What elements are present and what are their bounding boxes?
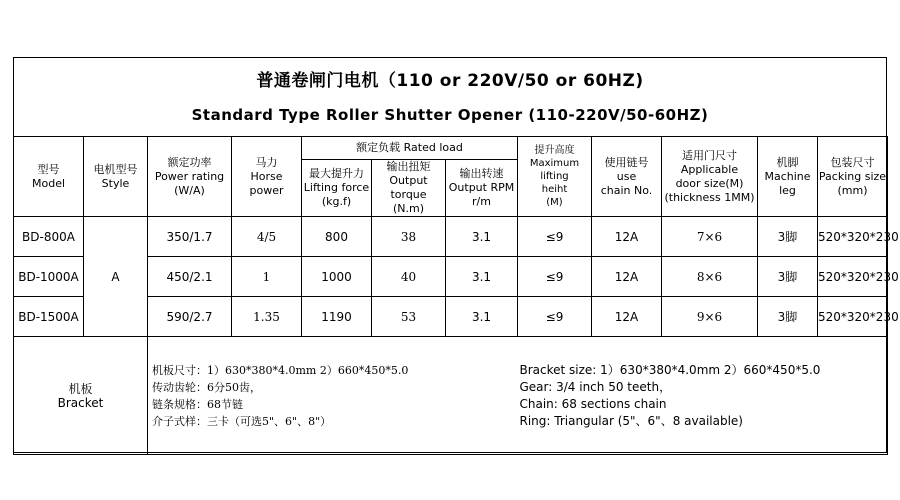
header-lifting-height: 提升高度 Maximum lifting heiht (M) [518, 137, 592, 217]
header-machine-leg: 机脚 Machine leg [758, 137, 818, 217]
cell-power: 590/2.7 [148, 297, 232, 337]
spec-table [13, 136, 899, 455]
cell-output-rpm: 3.1 [446, 217, 518, 257]
header-packing-size: 包装尺寸 Packing size (mm) [818, 137, 888, 217]
note-line: Chain: 68 sections chain [519, 396, 667, 411]
cell-lifting-height: ≤9 [518, 217, 592, 257]
cell-model: BD-800A [14, 217, 84, 257]
cell-machine-leg: 3脚 [758, 257, 818, 297]
cell-output-torque: 38 [372, 217, 446, 257]
note-line: 传动齿轮：6分50齿， [152, 380, 261, 394]
header-output-torque: 输出扭矩 Output torque (N.m) [372, 160, 446, 217]
cell-power: 350/1.7 [148, 217, 232, 257]
note-line: 机板尺寸：1）630*380*4.0mm 2）660*450*5.0 [152, 363, 409, 377]
spec-sheet-frame [13, 57, 899, 453]
header-horse-power: 马力 Horse power [232, 137, 302, 217]
cell-chain: 12A [592, 217, 662, 257]
bracket-row [14, 337, 888, 455]
header-door-size: 适用门尺寸 Applicable door size(M) (thickness 1MM) [662, 137, 758, 217]
cell-power: 450/2.1 [148, 257, 232, 297]
header-power: 额定功率 Power rating (W/A) [148, 137, 232, 217]
cell-output-rpm: 3.1 [446, 257, 518, 297]
table-row [14, 217, 888, 257]
cell-lifting-height: ≤9 [518, 257, 592, 297]
cell-horse-power: 4/5 [232, 217, 302, 257]
cell-lifting-height: ≤9 [518, 297, 592, 337]
cell-chain: 12A [592, 257, 662, 297]
header-style: 电机型号 Style [84, 137, 148, 217]
cell-machine-leg: 3脚 [758, 217, 818, 257]
header-rated-load: 额定负载 Rated load [302, 137, 518, 160]
note-line: 介子式样：三卡（可选5"、6"、8"） [152, 414, 332, 428]
header-lifting-force: 最大提升力 Lifting force (kg.f) [302, 160, 372, 217]
header-model: 型号 Model [14, 137, 84, 217]
note-line: Bracket size: 1）630*380*4.0mm 2）660*450*5.0 [519, 362, 821, 377]
cell-door-size: 9×6 [662, 297, 758, 337]
bracket-notes-english [520, 362, 888, 430]
cell-door-size: 8×6 [662, 257, 758, 297]
cell-model: BD-1000A [14, 257, 84, 297]
cell-packing-size: 520*320*230 [818, 217, 888, 257]
cell-door-size: 7×6 [662, 217, 758, 257]
bracket-notes [148, 337, 888, 455]
cell-machine-leg: 3脚 [758, 297, 818, 337]
header-chain: 使用链号 use chain No. [592, 137, 662, 217]
note-line: Gear: 3/4 inch 50 teeth， [519, 379, 672, 394]
cell-output-rpm: 3.1 [446, 297, 518, 337]
cell-lifting-force: 800 [302, 217, 372, 257]
cell-style: A [84, 217, 148, 337]
note-line: 链条规格：68节链 [152, 397, 243, 411]
cell-model: BD-1500A [14, 297, 84, 337]
cell-lifting-force: 1190 [302, 297, 372, 337]
cell-packing-size: 520*320*230 [818, 297, 888, 337]
header-output-rpm: 输出转速 Output RPM r/m [446, 160, 518, 217]
cell-horse-power: 1 [232, 257, 302, 297]
cell-output-torque: 53 [372, 297, 446, 337]
bracket-label: 机板 Bracket [14, 337, 148, 455]
cell-lifting-force: 1000 [302, 257, 372, 297]
note-line: Ring: Triangular (5"、6"、8 available) [519, 413, 743, 428]
title-english: Standard Type Roller Shutter Opener (110-220V/50-60HZ) [191, 106, 709, 124]
bracket-notes-chinese [152, 362, 520, 430]
cell-chain: 12A [592, 297, 662, 337]
title-chinese: 普通卷闸门电机（110 or 220V/50 or 60HZ) [256, 71, 644, 91]
cell-packing-size: 520*320*230 [818, 257, 888, 297]
cell-horse-power: 1.35 [232, 297, 302, 337]
header-row-1 [14, 137, 888, 160]
cell-output-torque: 40 [372, 257, 446, 297]
